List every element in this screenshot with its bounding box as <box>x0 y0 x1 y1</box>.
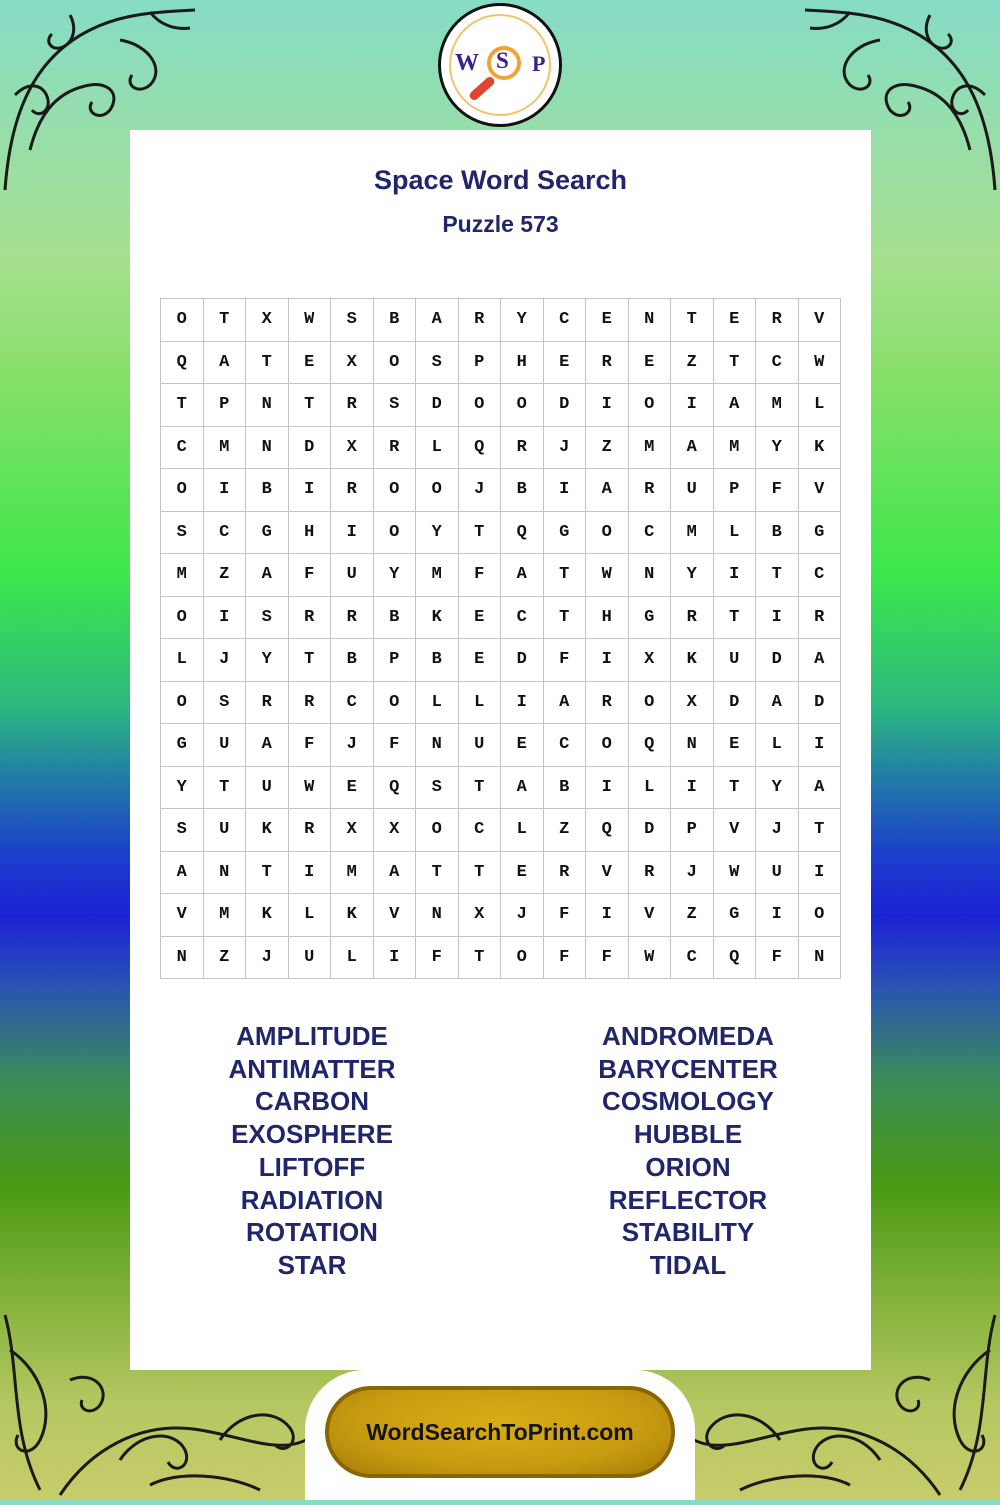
grid-cell[interactable]: D <box>416 384 459 427</box>
grid-cell[interactable]: A <box>586 469 629 512</box>
grid-cell[interactable]: A <box>161 852 204 895</box>
grid-cell[interactable]: K <box>416 597 459 640</box>
word-list-left <box>142 1020 482 1282</box>
grid-cell[interactable]: E <box>544 342 587 385</box>
grid-cell[interactable]: F <box>756 469 799 512</box>
grid-cell[interactable]: H <box>289 512 332 555</box>
grid-cell[interactable]: B <box>756 512 799 555</box>
grid-cell[interactable]: X <box>671 682 714 725</box>
grid-cell[interactable]: N <box>629 554 672 597</box>
grid-cell[interactable]: X <box>246 299 289 342</box>
grid-cell[interactable]: M <box>714 427 757 470</box>
grid-cell[interactable]: J <box>459 469 502 512</box>
grid-cell[interactable]: Q <box>629 724 672 767</box>
grid-cell[interactable]: L <box>629 767 672 810</box>
grid-cell[interactable]: K <box>331 894 374 937</box>
grid-cell[interactable]: K <box>246 809 289 852</box>
grid-cell[interactable]: L <box>756 724 799 767</box>
grid-cell[interactable]: Q <box>374 767 417 810</box>
grid-cell[interactable]: A <box>756 682 799 725</box>
grid-cell[interactable]: H <box>586 597 629 640</box>
grid-cell[interactable]: I <box>799 724 842 767</box>
grid-cell[interactable]: C <box>629 512 672 555</box>
grid-cell[interactable]: B <box>331 639 374 682</box>
grid-cell[interactable]: I <box>289 469 332 512</box>
grid-cell[interactable]: I <box>714 554 757 597</box>
grid-cell[interactable]: M <box>204 894 247 937</box>
grid-cell[interactable]: O <box>586 724 629 767</box>
grid-cell[interactable]: X <box>459 894 502 937</box>
word-list-item: HUBBLE <box>633 1119 743 1150</box>
grid-cell[interactable]: G <box>544 512 587 555</box>
grid-cell[interactable]: T <box>246 852 289 895</box>
grid-cell[interactable]: F <box>756 937 799 980</box>
grid-cell[interactable]: B <box>246 469 289 512</box>
grid-cell[interactable]: L <box>161 639 204 682</box>
grid-cell[interactable]: V <box>161 894 204 937</box>
grid-cell[interactable]: A <box>204 342 247 385</box>
grid-cell[interactable]: R <box>671 597 714 640</box>
page-title: Space Word Search <box>373 165 628 195</box>
grid-cell[interactable]: K <box>799 427 842 470</box>
grid-cell[interactable]: D <box>289 427 332 470</box>
grid-cell[interactable]: R <box>586 342 629 385</box>
grid-cell[interactable]: C <box>161 427 204 470</box>
grid-cell[interactable]: W <box>799 342 842 385</box>
word-list-item: EXOSPHERE <box>231 1119 393 1150</box>
grid-cell[interactable]: I <box>756 894 799 937</box>
grid-cell[interactable]: O <box>459 384 502 427</box>
grid-cell[interactable]: O <box>416 809 459 852</box>
grid-cell[interactable]: N <box>204 852 247 895</box>
grid-cell[interactable]: S <box>416 767 459 810</box>
grid-cell[interactable]: M <box>331 852 374 895</box>
grid-cell[interactable]: E <box>289 342 332 385</box>
grid-cell[interactable]: Y <box>756 767 799 810</box>
grid-cell[interactable]: G <box>714 894 757 937</box>
grid-cell[interactable]: R <box>756 299 799 342</box>
grid-cell[interactable]: P <box>204 384 247 427</box>
grid-cell[interactable]: C <box>799 554 842 597</box>
grid-cell[interactable]: W <box>289 767 332 810</box>
grid-cell[interactable]: V <box>629 894 672 937</box>
grid-cell[interactable]: W <box>586 554 629 597</box>
grid-cell[interactable]: Z <box>671 342 714 385</box>
grid-cell[interactable]: A <box>374 852 417 895</box>
grid-cell[interactable]: W <box>629 937 672 980</box>
grid-cell[interactable]: U <box>331 554 374 597</box>
word-list-item: REFLECTOR <box>608 1184 768 1215</box>
puzzle-number: Puzzle 573 <box>442 211 559 237</box>
grid-cell[interactable]: O <box>629 682 672 725</box>
word-list-item: STAR <box>277 1249 347 1280</box>
grid-cell[interactable]: T <box>714 597 757 640</box>
grid-cell[interactable]: F <box>586 937 629 980</box>
grid-cell[interactable]: J <box>756 809 799 852</box>
grid-cell[interactable]: G <box>629 597 672 640</box>
grid-cell[interactable]: B <box>374 299 417 342</box>
grid-cell[interactable]: R <box>331 597 374 640</box>
grid-cell[interactable]: R <box>629 852 672 895</box>
grid-cell[interactable]: C <box>331 682 374 725</box>
grid-cell[interactable]: O <box>374 682 417 725</box>
grid-cell[interactable]: I <box>586 894 629 937</box>
grid-cell[interactable]: R <box>374 427 417 470</box>
grid-cell[interactable]: F <box>289 724 332 767</box>
grid-cell[interactable]: S <box>161 809 204 852</box>
grid-cell[interactable]: N <box>246 384 289 427</box>
grid-cell[interactable]: L <box>416 682 459 725</box>
grid-cell[interactable]: D <box>544 384 587 427</box>
logo-letter-p: P <box>532 51 546 76</box>
word-list-item: ANDROMEDA <box>602 1021 774 1051</box>
grid-cell[interactable]: D <box>629 809 672 852</box>
grid-cell[interactable]: E <box>501 724 544 767</box>
grid-cell[interactable]: Y <box>501 299 544 342</box>
grid-cell[interactable]: R <box>459 299 502 342</box>
grid-cell[interactable]: Y <box>246 639 289 682</box>
grid-cell[interactable]: J <box>544 427 587 470</box>
grid-cell[interactable]: T <box>714 767 757 810</box>
grid-cell[interactable]: E <box>714 299 757 342</box>
grid-cell[interactable]: L <box>289 894 332 937</box>
grid-cell[interactable]: I <box>671 384 714 427</box>
grid-cell[interactable]: I <box>204 469 247 512</box>
grid-cell[interactable]: M <box>416 554 459 597</box>
grid-cell[interactable]: I <box>331 512 374 555</box>
grid-cell[interactable]: A <box>799 639 842 682</box>
grid-cell[interactable]: R <box>629 469 672 512</box>
grid-cell[interactable]: B <box>374 597 417 640</box>
grid-cell[interactable]: R <box>501 427 544 470</box>
site-logo[interactable] <box>438 3 562 127</box>
grid-cell[interactable]: L <box>416 427 459 470</box>
grid-cell[interactable]: T <box>544 554 587 597</box>
grid-cell[interactable]: I <box>204 597 247 640</box>
grid-cell[interactable]: M <box>204 427 247 470</box>
grid-cell[interactable]: P <box>374 639 417 682</box>
grid-cell[interactable]: N <box>416 724 459 767</box>
word-list-item: ROTATION <box>246 1217 378 1248</box>
grid-cell[interactable]: I <box>756 597 799 640</box>
grid-cell[interactable]: Y <box>161 767 204 810</box>
word-list-item: LIFTOFF <box>258 1151 366 1182</box>
grid-cell[interactable]: Z <box>544 809 587 852</box>
word-list-item: COSMOLOGY <box>602 1086 774 1117</box>
grid-cell[interactable]: V <box>799 469 842 512</box>
grid-cell[interactable]: Q <box>161 342 204 385</box>
grid-cell[interactable]: F <box>374 724 417 767</box>
grid-cell[interactable]: I <box>289 852 332 895</box>
grid-cell[interactable]: Y <box>671 554 714 597</box>
grid-cell[interactable]: X <box>374 809 417 852</box>
word-list-item: TIDAL <box>649 1249 727 1280</box>
grid-cell[interactable]: N <box>161 937 204 980</box>
grid-cell[interactable]: M <box>756 384 799 427</box>
grid-cell[interactable]: C <box>756 342 799 385</box>
grid-cell[interactable]: S <box>246 597 289 640</box>
grid-cell[interactable]: G <box>161 724 204 767</box>
grid-cell[interactable]: H <box>501 342 544 385</box>
grid-cell[interactable]: J <box>501 894 544 937</box>
grid-cell[interactable]: X <box>629 639 672 682</box>
grid-cell[interactable]: R <box>544 852 587 895</box>
grid-cell[interactable]: X <box>331 342 374 385</box>
grid-cell[interactable]: T <box>246 342 289 385</box>
grid-cell[interactable]: M <box>629 427 672 470</box>
grid-cell[interactable]: I <box>586 639 629 682</box>
grid-cell[interactable]: B <box>501 469 544 512</box>
grid-cell[interactable]: I <box>799 852 842 895</box>
grid-cell[interactable]: E <box>501 852 544 895</box>
grid-cell[interactable]: F <box>416 937 459 980</box>
grid-cell[interactable]: N <box>629 299 672 342</box>
grid-cell[interactable]: R <box>289 682 332 725</box>
grid-cell[interactable]: O <box>586 512 629 555</box>
grid-cell[interactable]: U <box>714 639 757 682</box>
grid-cell[interactable]: E <box>586 299 629 342</box>
grid-cell[interactable]: O <box>629 384 672 427</box>
grid-cell[interactable]: O <box>374 469 417 512</box>
grid-cell[interactable]: T <box>459 512 502 555</box>
grid-cell[interactable]: K <box>246 894 289 937</box>
grid-cell[interactable]: R <box>586 682 629 725</box>
grid-cell[interactable]: S <box>204 682 247 725</box>
grid-cell[interactable]: L <box>331 937 374 980</box>
grid-cell[interactable]: T <box>416 852 459 895</box>
grid-cell[interactable]: T <box>204 767 247 810</box>
grid-cell[interactable]: D <box>714 682 757 725</box>
grid-cell[interactable]: Y <box>374 554 417 597</box>
grid-cell[interactable]: O <box>374 342 417 385</box>
grid-cell[interactable]: U <box>246 767 289 810</box>
grid-cell[interactable]: F <box>544 639 587 682</box>
grid-cell[interactable]: A <box>416 299 459 342</box>
grid-cell[interactable]: Q <box>501 512 544 555</box>
grid-cell[interactable]: I <box>544 469 587 512</box>
puzzle-card <box>130 130 871 1370</box>
grid-cell[interactable]: V <box>799 299 842 342</box>
grid-cell[interactable]: S <box>374 384 417 427</box>
grid-cell[interactable]: U <box>289 937 332 980</box>
grid-cell[interactable]: D <box>756 639 799 682</box>
word-list-right <box>518 1020 858 1282</box>
grid-cell[interactable]: V <box>586 852 629 895</box>
grid-cell[interactable]: U <box>204 724 247 767</box>
grid-cell[interactable]: R <box>289 809 332 852</box>
grid-cell[interactable]: L <box>799 384 842 427</box>
grid-cell[interactable]: J <box>331 724 374 767</box>
grid-cell[interactable]: R <box>289 597 332 640</box>
grid-cell[interactable]: F <box>459 554 502 597</box>
grid-cell[interactable]: J <box>204 639 247 682</box>
grid-cell[interactable]: A <box>544 682 587 725</box>
grid-cell[interactable]: L <box>714 512 757 555</box>
grid-cell[interactable]: R <box>799 597 842 640</box>
grid-cell[interactable]: D <box>799 682 842 725</box>
logo-letter-s: S <box>496 48 509 73</box>
grid-cell[interactable]: J <box>246 937 289 980</box>
grid-cell[interactable]: A <box>501 767 544 810</box>
grid-cell[interactable]: P <box>459 342 502 385</box>
grid-cell[interactable]: T <box>714 342 757 385</box>
grid-cell[interactable]: K <box>671 639 714 682</box>
grid-cell[interactable]: E <box>459 639 502 682</box>
grid-cell[interactable]: Z <box>586 427 629 470</box>
grid-cell[interactable]: O <box>161 682 204 725</box>
grid-cell[interactable]: A <box>714 384 757 427</box>
grid-cell[interactable]: N <box>246 427 289 470</box>
grid-cell[interactable]: R <box>246 682 289 725</box>
word-list-item: AMPLITUDE <box>236 1021 388 1051</box>
word-list-item: RADIATION <box>240 1184 384 1215</box>
grid-cell[interactable]: Z <box>671 894 714 937</box>
word-list-item: STABILITY <box>621 1217 755 1248</box>
grid-cell[interactable]: T <box>459 937 502 980</box>
grid-cell[interactable]: O <box>374 512 417 555</box>
grid-cell[interactable]: C <box>501 597 544 640</box>
word-list-item: ORION <box>645 1151 731 1182</box>
grid-cell[interactable]: V <box>714 809 757 852</box>
grid-cell[interactable]: I <box>586 384 629 427</box>
grid-cell[interactable]: F <box>544 894 587 937</box>
grid-cell[interactable]: U <box>671 469 714 512</box>
grid-cell[interactable]: B <box>544 767 587 810</box>
grid-cell[interactable]: N <box>799 937 842 980</box>
grid-cell[interactable]: X <box>331 809 374 852</box>
grid-cell[interactable]: E <box>629 342 672 385</box>
logo-letter-w: W <box>455 50 479 76</box>
grid-cell[interactable]: T <box>161 384 204 427</box>
grid-cell[interactable]: T <box>756 554 799 597</box>
grid-cell[interactable]: O <box>416 469 459 512</box>
grid-cell[interactable]: J <box>671 852 714 895</box>
grid-cell[interactable]: T <box>204 299 247 342</box>
grid-cell[interactable]: N <box>671 724 714 767</box>
word-list-item: CARBON <box>254 1086 370 1117</box>
grid-cell[interactable]: V <box>374 894 417 937</box>
grid-cell[interactable]: T <box>289 384 332 427</box>
grid-cell[interactable]: G <box>246 512 289 555</box>
grid-cell[interactable]: I <box>374 937 417 980</box>
grid-cell[interactable]: I <box>501 682 544 725</box>
grid-cell[interactable]: R <box>331 469 374 512</box>
word-list-item: ANTIMATTER <box>228 1053 396 1084</box>
grid-cell[interactable]: L <box>501 809 544 852</box>
grid-cell[interactable]: D <box>501 639 544 682</box>
grid-cell[interactable]: Y <box>756 427 799 470</box>
grid-cell[interactable]: X <box>331 427 374 470</box>
grid-cell[interactable]: O <box>161 299 204 342</box>
letter-grid <box>160 298 841 979</box>
grid-cell[interactable]: S <box>416 342 459 385</box>
grid-cell[interactable]: Q <box>459 427 502 470</box>
grid-cell[interactable]: C <box>459 809 502 852</box>
grid-cell[interactable]: E <box>331 767 374 810</box>
grid-cell[interactable]: Y <box>416 512 459 555</box>
grid-cell[interactable]: U <box>756 852 799 895</box>
grid-cell[interactable]: M <box>161 554 204 597</box>
grid-cell[interactable]: A <box>671 427 714 470</box>
grid-cell[interactable]: T <box>459 852 502 895</box>
grid-cell[interactable]: Z <box>204 937 247 980</box>
grid-cell[interactable]: C <box>544 724 587 767</box>
grid-cell[interactable]: P <box>714 469 757 512</box>
grid-cell[interactable]: C <box>204 512 247 555</box>
grid-cell[interactable]: O <box>501 384 544 427</box>
grid-cell[interactable]: C <box>671 937 714 980</box>
grid-cell[interactable]: E <box>714 724 757 767</box>
grid-cell[interactable]: A <box>246 724 289 767</box>
grid-cell[interactable]: W <box>289 299 332 342</box>
grid-cell[interactable]: W <box>714 852 757 895</box>
grid-cell[interactable]: T <box>671 299 714 342</box>
grid-cell[interactable]: T <box>799 809 842 852</box>
website-link-button[interactable]: WordSearchToPrint.com <box>325 1386 675 1478</box>
grid-cell[interactable]: I <box>586 767 629 810</box>
grid-cell[interactable]: Q <box>586 809 629 852</box>
grid-cell[interactable]: L <box>459 682 502 725</box>
grid-cell[interactable]: S <box>331 299 374 342</box>
grid-cell[interactable]: A <box>246 554 289 597</box>
grid-cell[interactable]: M <box>671 512 714 555</box>
grid-cell[interactable]: O <box>161 469 204 512</box>
grid-cell[interactable]: O <box>161 597 204 640</box>
grid-cell[interactable]: B <box>416 639 459 682</box>
grid-cell[interactable]: U <box>459 724 502 767</box>
grid-cell[interactable]: G <box>799 512 842 555</box>
grid-cell[interactable]: A <box>799 767 842 810</box>
grid-cell[interactable]: U <box>204 809 247 852</box>
grid-cell[interactable]: S <box>161 512 204 555</box>
grid-cell[interactable]: F <box>289 554 332 597</box>
grid-cell[interactable]: R <box>331 384 374 427</box>
grid-cell[interactable]: T <box>289 639 332 682</box>
grid-cell[interactable]: C <box>544 299 587 342</box>
grid-cell[interactable]: Z <box>204 554 247 597</box>
grid-cell[interactable]: Q <box>714 937 757 980</box>
grid-cell[interactable]: A <box>501 554 544 597</box>
grid-cell[interactable]: F <box>544 937 587 980</box>
grid-cell[interactable]: P <box>671 809 714 852</box>
grid-cell[interactable]: O <box>501 937 544 980</box>
grid-cell[interactable]: N <box>416 894 459 937</box>
grid-cell[interactable]: T <box>459 767 502 810</box>
word-list-item: BARYCENTER <box>598 1053 778 1084</box>
grid-cell[interactable]: I <box>671 767 714 810</box>
grid-cell[interactable]: T <box>544 597 587 640</box>
grid-cell[interactable]: E <box>459 597 502 640</box>
grid-cell[interactable]: O <box>799 894 842 937</box>
